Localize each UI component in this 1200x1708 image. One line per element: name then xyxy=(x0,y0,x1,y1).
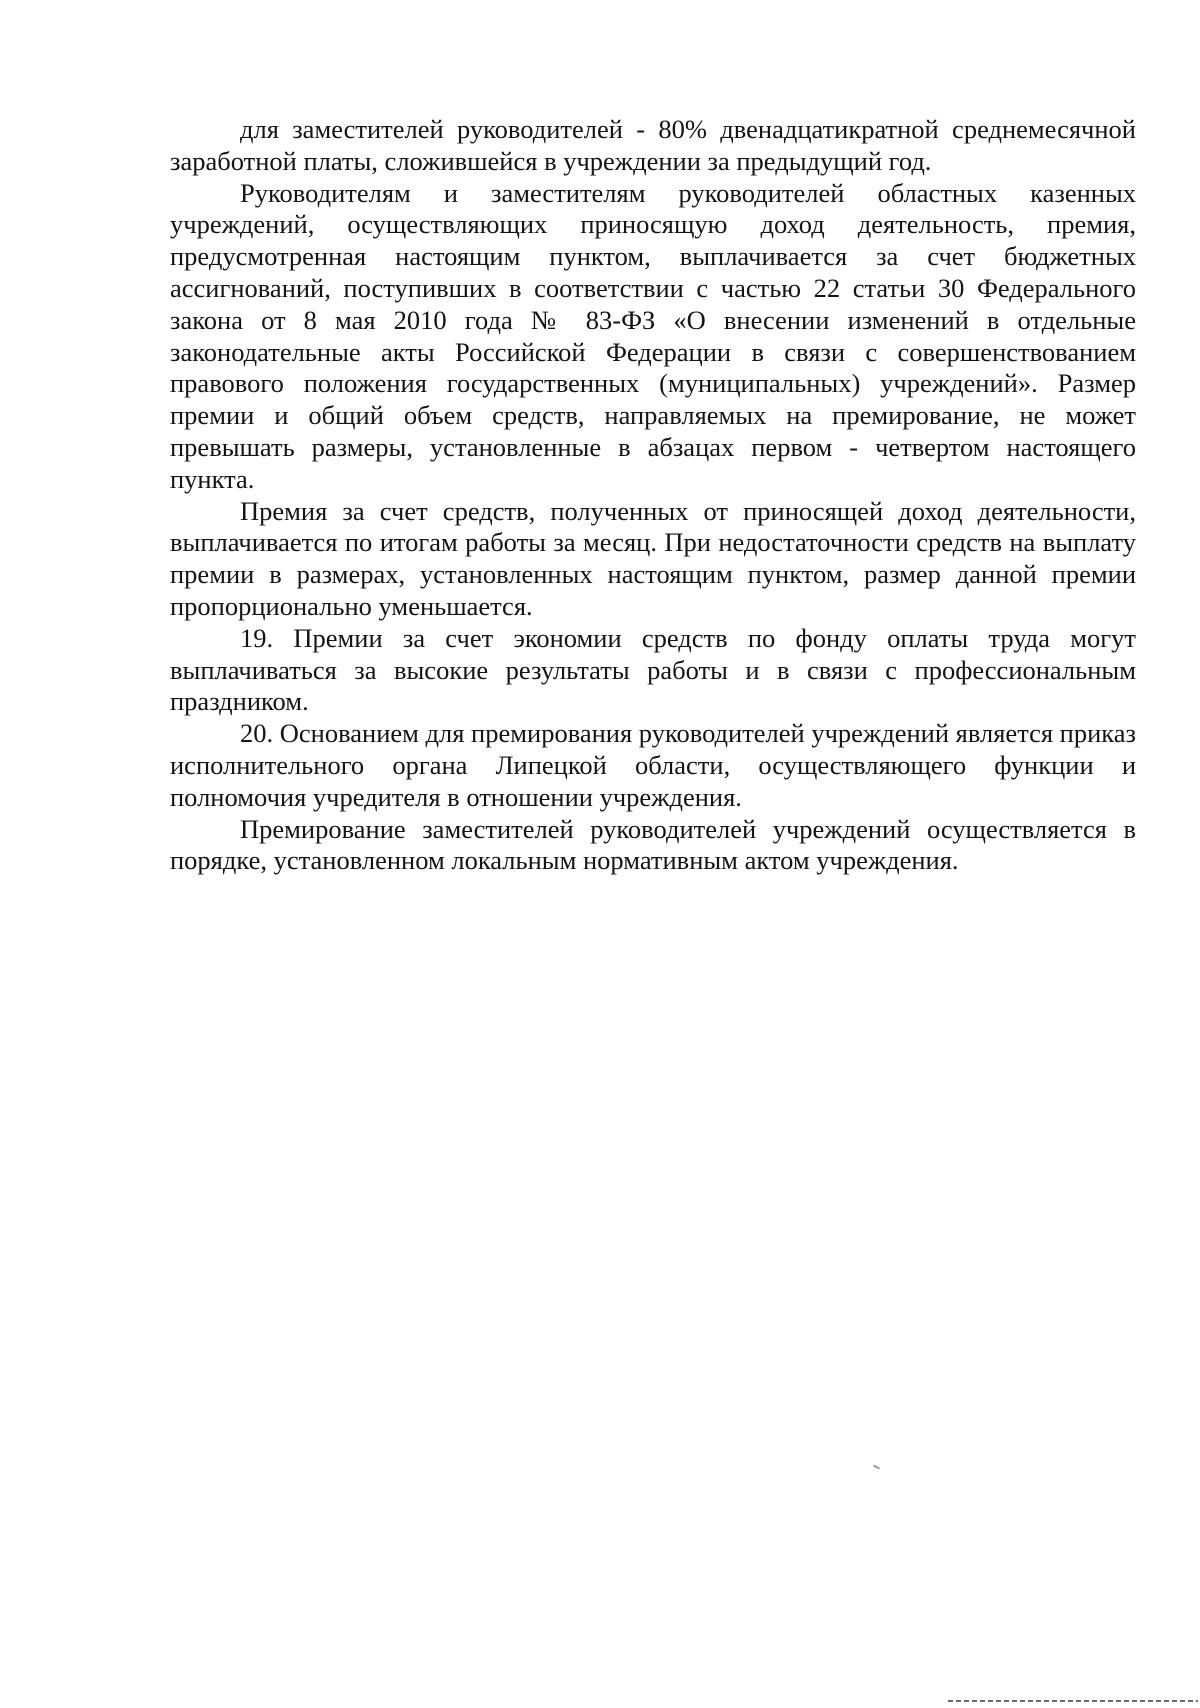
paragraph-item-19: 19. Премии за счет экономии средств по фонду оплаты труда могут выплачиваться за высокие результаты работы и в связи с профессиональным праздником. xyxy=(170,622,1136,717)
paragraph-monthly-bonus: Премия за счет средств, полученных от приносящей доход деятельности, выплачивается по итогам работы за месяц. При недостаточности средств на выплату премии в размерах, установленных настоящим пунктом, размер данной премии пропорционально уменьшается. xyxy=(170,495,1136,621)
document-body xyxy=(170,114,1136,877)
scan-speck xyxy=(873,1464,880,1469)
paragraph-income-activity-bonus: Руководителям и заместителям руководителей областных казенных учреждений, осуществляющих приносящую доход деятельность, премия, предусмотренная настоящим пунктом, выплачивается за счет бюджетных ассигнований, поступивших в соответствии с частью 22 статьи 30 Федерального закона от 8 мая 2010 года № 83-ФЗ «О внесении изменений в отдельные законодательные акты Российской Федерации в связи с совершенствованием правового положения государственных (муниципальных) учреждений». Размер премии и общий объем средств, направляемых на премирование, не может превышать размеры, установленные в абзацах первом - четвертом настоящего пункта. xyxy=(170,177,1136,494)
paragraph-item-20: 20. Основанием для премирования руководителей учреждений является приказ исполнительного органа Липецкой области, осуществляющего функции и полномочия учредителя в отношении учреждения. xyxy=(170,718,1136,812)
scan-edge-line xyxy=(948,1700,1198,1702)
paragraph-deputy-bonus: для заместителей руководителей - 80% двенадцатикратной среднемесячной заработной платы, сложившейся в учреждении за предыдущий год. xyxy=(170,114,1136,176)
paragraph-deputy-procedure: Премирование заместителей руководителей учреждений осуществляется в порядке, установленном локальным нормативным актом учреждения. xyxy=(170,813,1136,876)
